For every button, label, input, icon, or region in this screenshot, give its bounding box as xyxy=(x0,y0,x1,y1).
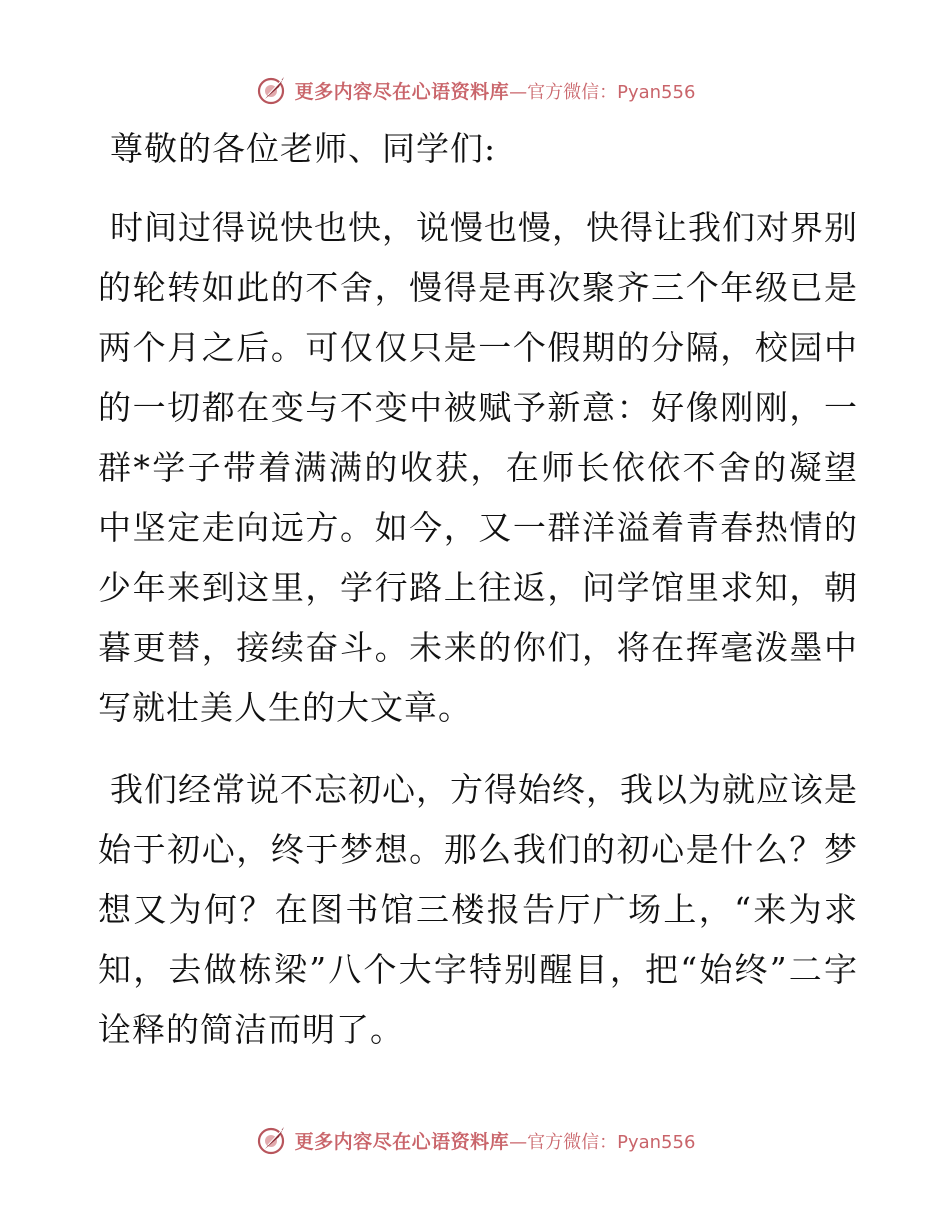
document-body xyxy=(98,126,858,1060)
paragraph-1: 时间过得说快也快，说慢也慢，快得让我们对界别的轮转如此的不舍，慢得是再次聚齐三个年级已是两个月之后。可仅仅只是一个假期的分隔，校园中的一切都在变与不变中被赋予新意：好像刚刚，一群*学子带着满满的收获，在师长依依不舍的凝望中坚定走向远方。如今，又一群洋溢着青春热情的少年来到这里，学行路上往返，问学馆里求知，朝暮更替，接续奋斗。未来的你们，将在挥毫泼墨中写就壮美人生的大文章。 xyxy=(98,208,858,727)
salutation: 尊敬的各位老师、同学们: xyxy=(110,129,497,168)
banner-wechat: —官方微信：Pyan556 xyxy=(509,81,696,103)
banner-site-name: 更多内容尽在心语资料库 xyxy=(294,80,510,103)
paragraph-2: 我们经常说不忘初心，方得始终，我以为就应该是始于初心，终于梦想。那么我们的初心是什么？梦想又为何？在图书馆三楼报告厅广场上，“来为求知，去做栋梁”八个大字特别醒目，把“始终”二字诠释的简洁而明了。 xyxy=(98,770,858,1049)
footer-banner xyxy=(0,1120,950,1160)
feather-pen-logo-icon xyxy=(255,73,289,107)
banner-wechat: —官方微信：Pyan556 xyxy=(509,1131,696,1153)
feather-pen-logo-icon xyxy=(255,1123,289,1157)
banner-site-name: 更多内容尽在心语资料库 xyxy=(294,1130,510,1153)
header-banner xyxy=(0,70,950,110)
